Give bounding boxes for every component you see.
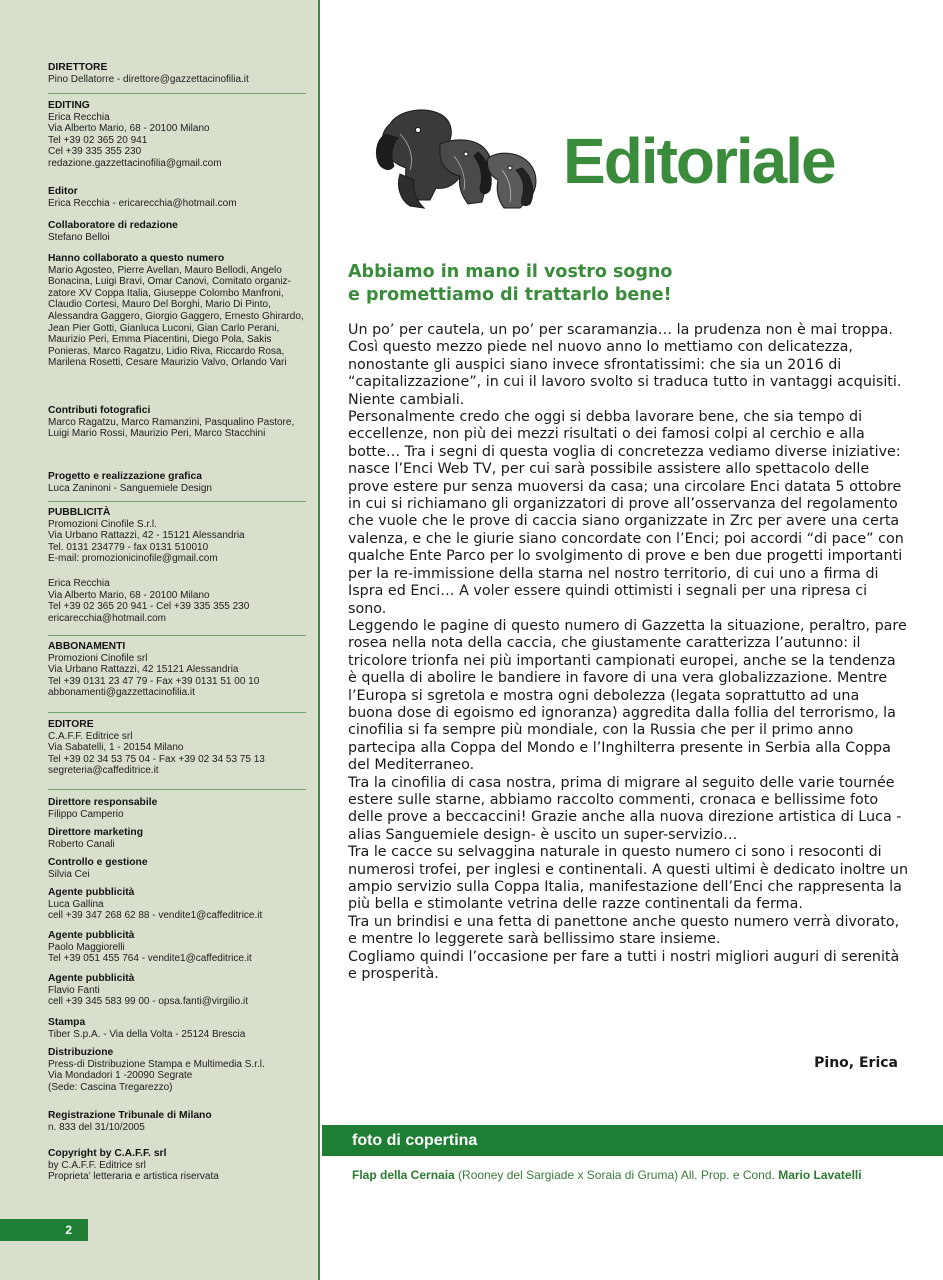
cover-dog-name: Flap della Cernaia xyxy=(352,1168,455,1182)
publisher-line: Via Sabatelli, 1 - 20154 Milano xyxy=(48,742,184,754)
agent-block xyxy=(48,887,306,922)
contributors-line: Claudio Cortesi, Mauro Del Borghi, Mario Di Pinto, xyxy=(48,299,271,311)
contributors-line: zatore XV Coppa Italia, Giuseppe Colombo Manfroni, xyxy=(48,287,284,299)
collaboratore-block xyxy=(48,220,306,243)
contributors-line: Bonacina, Luigi Bravi, Omar Canovi, Comitato organiz- xyxy=(48,276,291,288)
agent-heading: Agente pubblicità xyxy=(48,973,135,984)
paragraph: Tra la cinofilia di casa nostra, prima di migrare al seguito delle varie tournée estere sulle starne, abbiamo raccolto commenti, cronaca e bellissime foto delle prove a beccaccini! Grazie anche alla nuova direzione artistica di Luca -alias Sanguemiele design- è uscito un super-servizio… xyxy=(348,774,902,843)
agent-line: Luca Gallina xyxy=(48,898,104,910)
cover-photo-label: foto di copertina xyxy=(352,1132,478,1149)
contributors-line: Marilena Rosetti, Cesare Maurizio Valvo, Orlando Vari xyxy=(48,357,287,369)
subscriptions-line: abbonamenti@gazzettacinofilia.it xyxy=(48,687,195,699)
copyright-block xyxy=(48,1148,306,1183)
advertising-contact-block xyxy=(48,578,306,624)
photo-credits-line: Luigi Mario Rossi, Maurizio Peri, Marco Stacchini xyxy=(48,428,266,440)
advertising-line: Via Alberto Mario, 68 - 20100 Milano xyxy=(48,589,210,601)
paragraph: Leggendo le pagine di questo numero di Gazzetta la situazione, peraltro, pare rosea nella nota della caccia, che giustamente caratterizza l’autunno: il tricolore trionfa nei più importanti campionati europei, anche se la tendenza è quella di abolire le bandiere in favore di una vera globalizzazione. Mentre l’Europa si sgretola e mostra ogni debolezza (legata soprattutto ad una buona dose di egoismo ed ignoranza) aggredita dalla follia del terrorismo, la cinofilia si fa sempre più mondiale, con la Russia che per il primo anno partecipa alla Coppa del Mondo e l’Inghilterra presente in Serbia alla Coppa del Mediterraneo. xyxy=(348,617,907,774)
advertising-line: Via Urbano Rattazzi, 42 - 15121 Alessandria xyxy=(48,530,245,542)
contributors-line: Mario Agosteo, Pierre Avellan, Mauro Bellodi, Angelo xyxy=(48,264,282,276)
distribution-line: Via Mondadori 1 -20090 Segrate xyxy=(48,1070,193,1082)
editing-line: Tel +39 02 365 20 941 xyxy=(48,134,148,146)
printing-block xyxy=(48,1017,306,1040)
cover-photo-bar xyxy=(322,1125,943,1156)
copyright-line: by C.A.F.F. Editrice srl xyxy=(48,1159,146,1171)
management-line: Silvia Cei xyxy=(48,868,90,880)
photo-credits-line: Marco Ragatzu, Marco Ramanzini, Pasqualino Pastore, xyxy=(48,416,295,428)
page-number: 2 xyxy=(0,1219,88,1241)
subscriptions-heading: ABBONAMENTI xyxy=(48,641,126,652)
photo-credits-block xyxy=(48,405,306,440)
paragraph: Cogliamo quindi l’occasione per fare a tutti i nostri migliori auguri di serenità e prosperità. xyxy=(348,948,900,983)
signature: Pino, Erica xyxy=(814,1055,898,1071)
advertising-line: Promozioni Cinofile S.r.l. xyxy=(48,518,157,530)
direttore-line: Pino Dellatorre - direttore@gazzettacinofilia.it xyxy=(48,73,249,85)
subscriptions-block xyxy=(48,641,306,699)
advertising-heading: PUBBLICITÀ xyxy=(48,507,111,518)
editor-line: Erica Recchia - ericarecchia@hotmail.com xyxy=(48,197,237,209)
publisher-block xyxy=(48,719,306,777)
contributors-line: Ponieras, Marco Ragatzu, Lidio Riva, Riccardo Rosa, xyxy=(48,345,285,357)
advertising-line: Tel +39 02 365 20 941 - Cel +39 335 355 230 xyxy=(48,601,250,613)
agent-heading: Agente pubblicità xyxy=(48,887,135,898)
collaboratore-heading: Collaboratore di redazione xyxy=(48,220,178,231)
subtitle-line: e promettiamo di trattarlo bene! xyxy=(348,285,672,305)
advertising-line: ericarecchia@hotmail.com xyxy=(48,612,166,624)
subscriptions-line: Tel +39 0131 23 47 79 - Fax +39 0131 51 00 10 xyxy=(48,675,260,687)
agent-heading: Agente pubblicità xyxy=(48,930,135,941)
editor-in-chief-line: Filippo Camperio xyxy=(48,808,124,820)
masthead-sidebar xyxy=(0,0,320,1280)
editing-line: Cel +39 335 355 230 xyxy=(48,146,142,158)
advertising-line: E-mail: promozionicinofile@gmail.com xyxy=(48,553,218,565)
contributors-line: Alessandra Gaggero, Giorgio Gaggero, Ernesto Ghirardo, xyxy=(48,310,304,322)
registration-heading: Registrazione Tribunale di Milano xyxy=(48,1110,212,1121)
advertising-block xyxy=(48,507,306,565)
photo-credits-heading: Contributi fotografici xyxy=(48,405,151,416)
agent-block xyxy=(48,930,306,965)
paragraph: Personalmente credo che oggi si debba lavorare bene, che sia tempo di eccellenze, non più dei mezzi risultati o dei famosi colpi al cerchio e alla botte… Tra i segni di questa voglia di concretezza vediamo diverse iniziative: nasce l’Enci Web TV, per cui sarà possibile assistere allo spettacolo delle prove estere pur senza muoversi da casa; una circolare Enci datata 5 ottobre in cui si richiamano gli organizzatori di prove all’osservanza del regolamento che vuole che le prove di caccia siano organizzate in Zrc per avere una certa valenza, e che le giurie siano concordate con l’Enci; poi accordi “di pace” con qualche Ente Parco per lo svolgimento di prove e ben due progetti importanti per la re-immissione della starna nel nostro territorio, di cui uno a firma di Ispra ed Enci… A voler essere quindi ottimisti i segnali per una ripresa ci sono. xyxy=(348,409,904,617)
agent-line: cell +39 345 583 99 00 - opsa.fanti@virgilio.it xyxy=(48,996,248,1008)
direttore-heading: DIRETTORE xyxy=(48,62,108,73)
divider xyxy=(48,635,306,636)
editing-line: Via Alberto Mario, 68 - 20100 Milano xyxy=(48,123,210,135)
agent-line: Flavio Fanti xyxy=(48,984,100,996)
editor-in-chief-heading: Direttore responsabile xyxy=(48,797,158,808)
divider xyxy=(48,712,306,713)
cover-owner: Mario Lavatelli xyxy=(778,1168,862,1182)
printing-heading: Stampa xyxy=(48,1017,86,1028)
printing-line: Tiber S.p.A. - Via della Volta - 25124 Brescia xyxy=(48,1028,246,1040)
editing-line: redazione.gazzettacinofilia@gmail.com xyxy=(48,157,222,169)
copyright-heading: Copyright by C.A.F.F. srl xyxy=(48,1148,167,1159)
distribution-line: (Sede: Cascina Tregarezzo) xyxy=(48,1081,173,1093)
marketing-heading: Direttore marketing xyxy=(48,827,143,838)
direttore-block xyxy=(48,62,306,85)
publisher-line: Tel +39 02 34 53 75 04 - Fax +39 02 34 53 75 13 xyxy=(48,753,265,765)
divider xyxy=(48,789,306,790)
distribution-block xyxy=(48,1047,306,1093)
cover-details: (Rooney del Sargiade x Soraia di Gruma) All. Prop. e Cond. xyxy=(454,1168,779,1182)
design-block xyxy=(48,471,306,494)
contributors-line: Jean Pier Gotti, Gianluca Luconi, Gian Carlo Perani, xyxy=(48,322,280,334)
collaboratore-line: Stefano Belloi xyxy=(48,231,110,243)
divider xyxy=(48,93,306,94)
management-block xyxy=(48,857,306,880)
contributors-line: Maurizio Peri, Emma Piacentini, Diego Pola, Sakis xyxy=(48,334,272,346)
paragraph: Tra un brindisi e una fetta di panettone anche questo numero verrà divorato, e mentre lo leggerete sarà bellissimo stare insieme. xyxy=(348,913,900,948)
design-line: Luca Zaninoni - Sanguemiele Design xyxy=(48,482,212,494)
subscriptions-line: Promozioni Cinofile srl xyxy=(48,652,148,664)
advertising-line: Tel. 0131 234779 - fax 0131 510010 xyxy=(48,541,209,553)
paragraph: Tra le cacce su selvaggina naturale in questo numero ci sono i resoconti di numerosi trofei, per inglesi e continentali. A questi ultimi è dedicato inoltre un ampio servizio sulla Coppa Italia, manifestazione dell’Enci che rappresenta la più bella e stimolante vetrina delle razze continentali da ferma. xyxy=(348,844,909,913)
subscriptions-line: Via Urbano Rattazzi, 42 15121 Alessandria xyxy=(48,664,239,676)
publisher-line: segreteria@caffeditrice.it xyxy=(48,765,159,777)
subtitle-line: Abbiamo in mano il vostro sogno xyxy=(348,262,673,282)
divider xyxy=(48,501,306,502)
editor-in-chief-block xyxy=(48,797,306,820)
design-heading: Progetto e realizzazione grafica xyxy=(48,471,202,482)
cover-caption xyxy=(352,1168,932,1182)
agent-block xyxy=(48,973,306,1008)
hunting-dogs-illustration xyxy=(370,104,545,214)
copyright-line: Proprieta’ letteraria e artistica riservata xyxy=(48,1171,219,1183)
editing-line: Erica Recchia xyxy=(48,111,110,123)
agent-line: Paolo Maggiorelli xyxy=(48,941,125,953)
paragraph: Un po’ per cautela, un po’ per scaramanzia… la prudenza non è mai troppa. Così questo mezzo piede nel nuovo anno lo mettiamo con delicatezza, nonostante gli auspici siano invece sfrontatissimi: che sia un 2016 di “capitalizzazione”, in cui il lavoro svolto si traduca tutto in vantaggi acquisiti. Niente cambiali. xyxy=(348,322,902,408)
editor-heading: Editor xyxy=(48,186,78,197)
editing-heading: EDITING xyxy=(48,100,90,111)
editor-block xyxy=(48,186,306,209)
page-title: Editoriale xyxy=(563,125,835,197)
agent-line: Tel +39 051 455 764 - vendite1@caffeditrice.it xyxy=(48,953,252,965)
distribution-line: Press-di Distribuzione Stampa e Multimedia S.r.l. xyxy=(48,1058,265,1070)
contributors-block xyxy=(48,253,306,369)
article-subtitle xyxy=(348,261,908,307)
publisher-heading: EDITORE xyxy=(48,719,94,730)
publisher-line: C.A.F.F. Editrice srl xyxy=(48,730,133,742)
agent-line: cell +39 347 268 62 88 - vendite1@caffeditrice.it xyxy=(48,910,263,922)
registration-block xyxy=(48,1110,306,1133)
marketing-block xyxy=(48,827,306,850)
advertising-line: Erica Recchia xyxy=(48,578,110,589)
registration-line: n. 833 del 31/10/2005 xyxy=(48,1121,145,1133)
contributors-heading: Hanno collaborato a questo numero xyxy=(48,253,225,264)
distribution-heading: Distribuzione xyxy=(48,1047,114,1058)
management-heading: Controllo e gestione xyxy=(48,857,148,868)
marketing-line: Roberto Canali xyxy=(48,838,115,850)
editing-block xyxy=(48,100,306,170)
article-body xyxy=(348,322,908,983)
